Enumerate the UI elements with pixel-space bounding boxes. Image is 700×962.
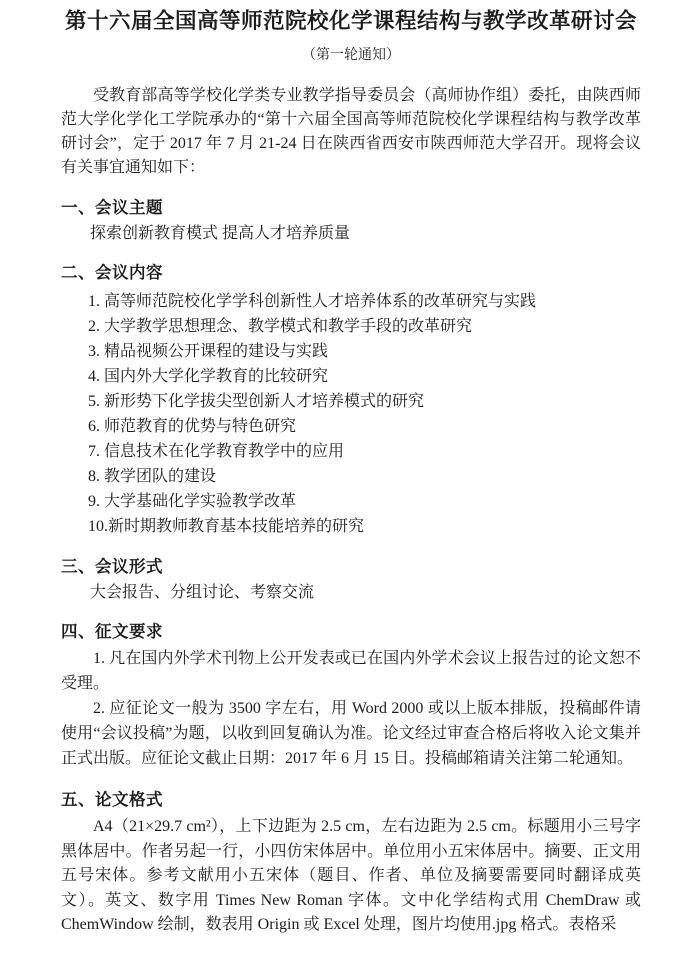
list-item: 8. 教学团队的建设 (88, 468, 217, 485)
section-format-body: 大会报告、分组讨论、考察交流 (90, 584, 315, 601)
list-item: 9. 大学基础化学实验教学改革 (88, 493, 297, 510)
document-title: 第十六届全国高等师范院校化学课程结构与教学改革研讨会 (64, 9, 637, 33)
section-heading-theme: 一、会议主题 (61, 199, 163, 217)
list-item: 4. 国内外大学化学教育的比较研究 (88, 368, 329, 385)
section-heading-paper-format: 五、论文格式 (61, 791, 163, 809)
section-heading-content: 二、会议内容 (61, 264, 163, 282)
section-heading-submission: 四、征文要求 (61, 623, 163, 641)
list-item: 5. 新形势下化学拔尖型创新人才培养模式的研究 (88, 393, 425, 410)
submission-paragraph: 2. 应征论文一般为 3500 字左右，用 Word 2000 或以上版本排版，投稿邮件请使用“会议投稿”为题，以收到回复确认为准。论文经过审查合格后将收入论文集并正式出版。应征论文截止日期：2017 年 6 月 15 日。投稿邮箱请关注第二轮通知。 (61, 700, 641, 767)
conference-topics-list (61, 289, 641, 539)
section-heading-format: 三、会议形式 (61, 558, 163, 576)
list-item: 6. 师范教育的优势与特色研究 (88, 418, 297, 435)
list-item: 2. 大学教学思想理念、教学模式和教学手段的改革研究 (88, 318, 473, 335)
submission-paragraph: 1. 凡在国内外学术刊物上公开发表或已在国内外学术会议上报告过的论文恕不受理。 (61, 650, 641, 692)
list-item: 10.新时期教师教育基本技能培养的研究 (88, 518, 365, 535)
intro-paragraph: 受教育部高等学校化学类专业教学指导委员会（高师协作组）委托，由陕西师范大学化学化工学院承办的“第十六届全国高等师范院校化学课程结构与教学改革研讨会”，定于 2017 年 7 月 21-24 日在陕西省西安市陕西师范大学召开。现将会议有关事宜通知如下： (61, 87, 641, 176)
section-theme-body: 探索创新教育模式 提高人才培养质量 (90, 225, 351, 242)
list-item: 7. 信息技术在化学教育教学中的应用 (88, 443, 345, 460)
document-subtitle: （第一轮通知） (302, 48, 400, 63)
list-item: 3. 精品视频公开课程的建设与实践 (88, 343, 329, 360)
paper-format-paragraph: A4（21×29.7 cm²），上下边距为 2.5 cm，左右边距为 2.5 cm。标题用小三号字黑体居中。作者另起一行，小四仿宋体居中。单位用小五宋体居中。摘要、正文用五号宋体。参考文献用小五宋体（题目、作者、单位及摘要需要同时翻译成英文）。英文、数字用 Times New Roman 字体。文中化学结构式用 ChemDraw 或 ChemWindow 绘制，数表用 Origin 或 Excel 处理，图片均使用.jpg 格式。表格采 (61, 818, 641, 933)
list-item: 1. 高等师范院校化学学科创新性人才培养体系的改革研究与实践 (88, 293, 537, 310)
